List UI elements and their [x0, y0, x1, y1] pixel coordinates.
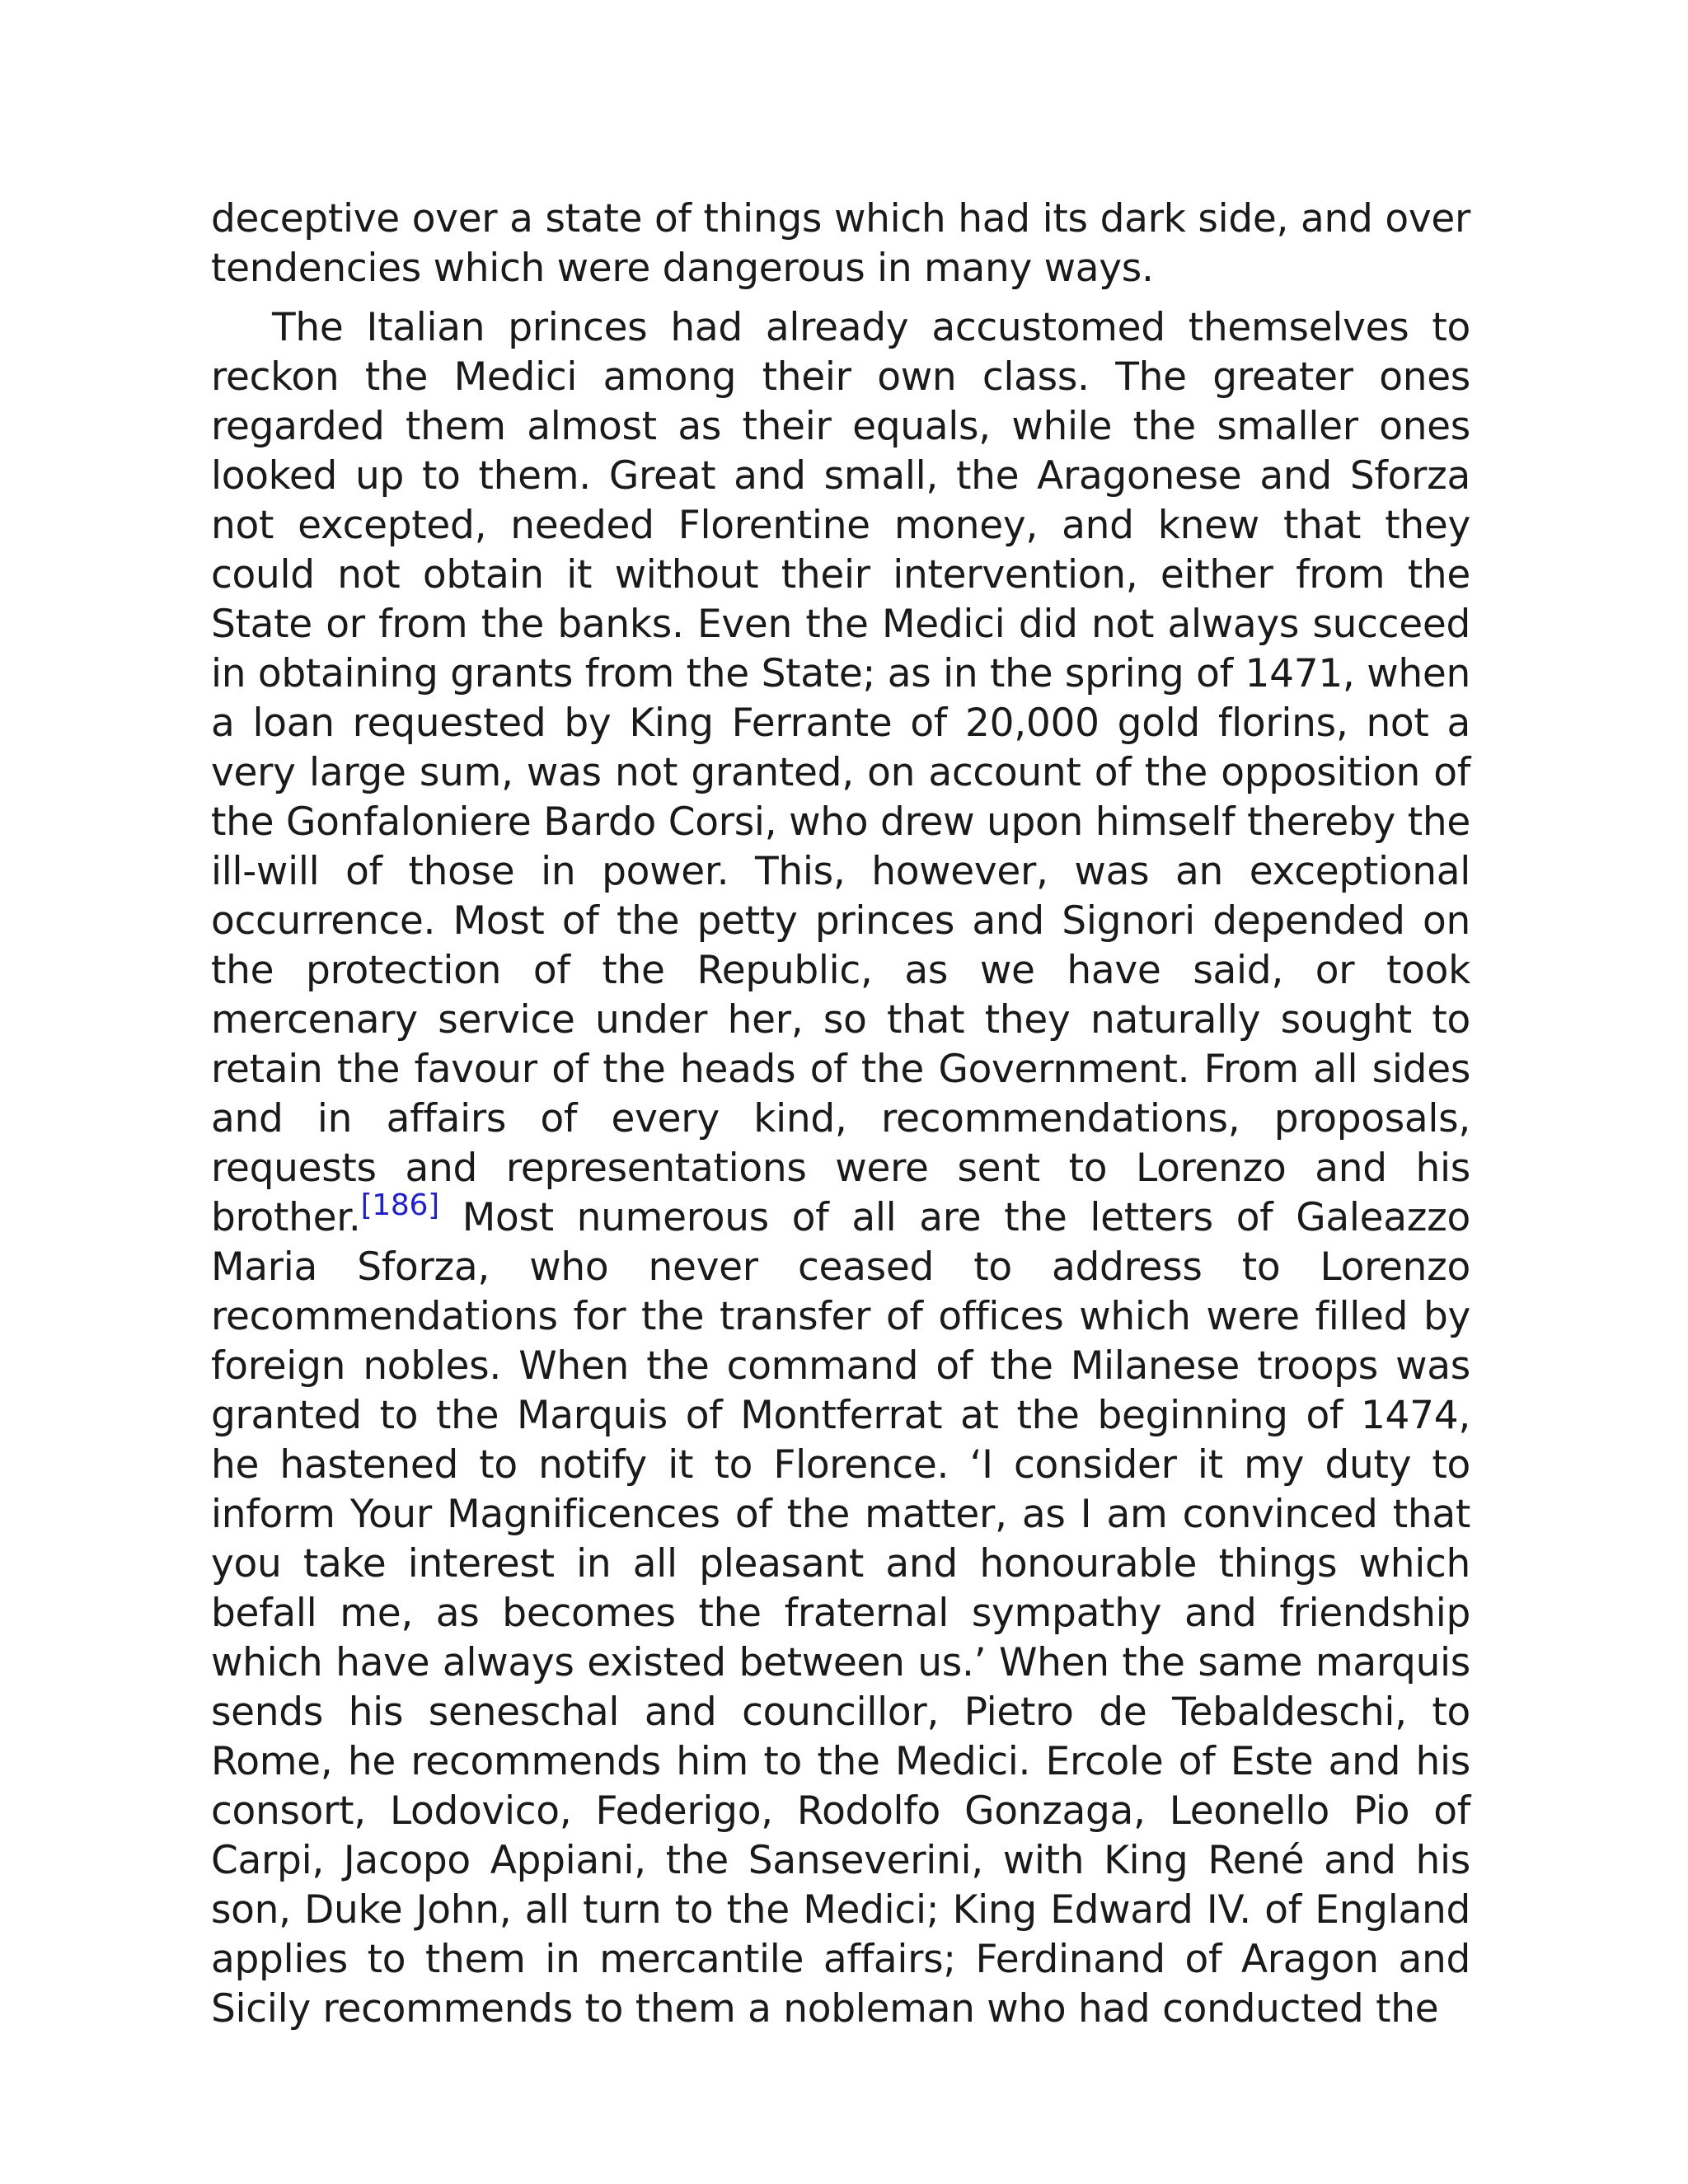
paragraph-text-after-footnote: Most numerous of all are the letters of Galeazzo Maria Sforza, who never ceased to address to Lorenzo recommendations for the transfer of offices which were filled by foreign nobles. When the command of the Milanese troops was granted to the Marquis of Montferrat at the beginning of 1474, he hastened to notify it to Florence. ‘I consider it my duty to inform Your Magnificences of the matter, as I am convinced that you take interest in all pleasant and honourable things which befall me, as becomes the fraternal sympathy and friendship which have always existed between us.’ When the same marquis sends his seneschal and councillor, Pietro de Tebaldeschi, to Rome, he recommends him to the Medici. Ercole of Este and his consort, Lodovico, Federigo, Rodolfo Gonzaga, Leonello Pio of Carpi, Jacopo Appiani, the Sanseverini, with King René and his son, Duke John, all turn to the Medici; King Edward IV. of England applies to them in mercantile affairs; Ferdinand of Aragon and Sicily recommends to them a nobleman who had conducted the [211, 1195, 1470, 2032]
footnote-link-186[interactable]: [186] [360, 1188, 439, 1223]
document-page [211, 194, 1470, 2034]
paragraph-italian-princes [211, 303, 1470, 2034]
paragraph-text-before-footnote: The Italian princes had already accustomed themselves to reckon the Medici among their own class. The greater ones regarded them almost as their equals, while the smaller ones looked up to them. Great and small, the Aragonese and Sforza not excepted, needed Florentine money, and knew that they could not obtain it without their intervention, either from the State or from the banks. Even the Medici did not always succeed in obtaining grants from the State; as in the spring of 1471, when a loan requested by King Ferrante of 20,000 gold florins, not a very large sum, was not granted, on account of the opposition of the Gonfaloniere Bardo Corsi, who drew upon himself thereby the ill-will of those in power. This, however, was an exceptional occurrence. Most of the petty princes and Signori depended on the protection of the Republic, as we have said, or took mercenary service under her, so that they naturally sought to retain the favour of the heads of the Government. From all sides and in affairs of every kind, recommendations, proposals, requests and representations were sent to Lorenzo and his brother. [211, 305, 1470, 1240]
paragraph-continuation: deceptive over a state of things which had its dark side, and over tendencies which were dangerous in many ways. [211, 196, 1470, 291]
